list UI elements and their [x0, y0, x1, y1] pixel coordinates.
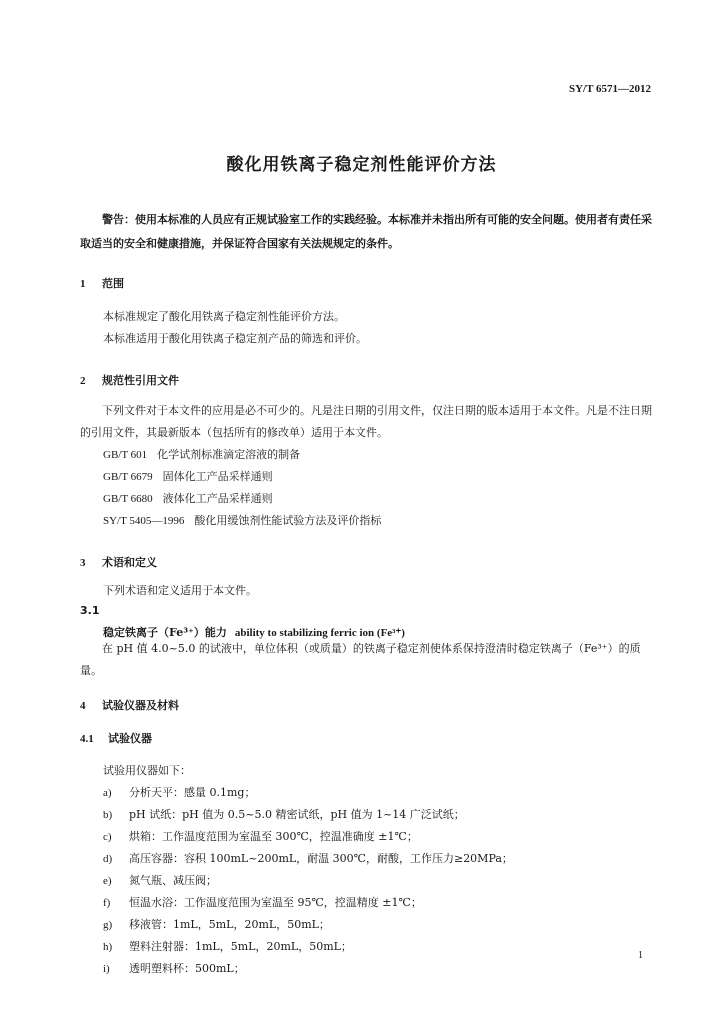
list-label: b): [103, 809, 113, 821]
standard-code: SY/T 6571—2012: [568, 83, 651, 95]
reference-title: 固体化工产品采样通则: [162, 470, 273, 483]
list-item: [103, 916, 330, 932]
document-title: 酸化用铁离子稳定剂性能评价方法: [226, 155, 497, 175]
list-label: d): [103, 853, 113, 865]
normative-references-paragraph: 下列文件对于本文件的应用是必不可少的。凡是注日期的引用文件，仅注日期的版本适用于本文件。凡是不注日期的引用文件，其最新版本（包括所有的修改单）适用于本文件。: [80, 404, 652, 439]
reference-item: [103, 446, 300, 462]
terms-intro: 下列术语和定义适用于本文件。: [103, 584, 257, 597]
section-number: 1: [80, 278, 86, 290]
reference-title: 化学试剂标准滴定溶液的制备: [157, 448, 301, 461]
list-text: 恒温水浴：工作温度范围为室温至 95℃，控温精度 ±1℃；: [129, 896, 422, 909]
subsection-number: 3.1: [80, 604, 100, 617]
list-item: [103, 806, 465, 822]
list-text: 透明塑料杯：500mL；: [129, 962, 245, 975]
section-1-heading: [80, 275, 124, 291]
list-item: [103, 960, 245, 976]
reference-item: [103, 468, 273, 484]
section-number: 4: [80, 700, 86, 712]
list-text: 烘箱：工作温度范围为室温至 300℃，控温准确度 ±1℃；: [129, 830, 418, 843]
reference-title: 液体化工产品采样通则: [162, 492, 273, 505]
scope-line: 本标准适用于酸化用铁离子稳定剂产品的筛选和评价。: [103, 332, 367, 345]
list-item: [103, 784, 255, 800]
list-label: f): [103, 897, 111, 909]
reference-item: [103, 490, 273, 506]
section-2-heading: [80, 372, 179, 388]
list-text: 高压容器：容积 100mL~200mL，耐温 300℃，耐酸，工作压力≥20MPa；: [129, 852, 513, 865]
reference-item: [103, 512, 381, 528]
list-text: 塑料注射器：1mL，5mL，20mL，50mL；: [129, 940, 352, 953]
reference-code: SY/T 5405—1996: [103, 515, 185, 527]
list-label: c): [103, 831, 112, 843]
list-text: 分析天平：感量 0.1mg；: [129, 786, 256, 799]
list-label: a): [103, 787, 112, 799]
reference-code: GB/T 601: [103, 449, 148, 461]
section-title: 术语和定义: [102, 556, 157, 569]
instruments-intro: 试验用仪器如下：: [103, 764, 191, 777]
term-chinese: 稳定铁离子（Fe³⁺）能力: [103, 626, 227, 639]
section-number: 2: [80, 375, 86, 387]
list-label: i): [103, 963, 110, 975]
section-title: 规范性引用文件: [102, 374, 179, 387]
page-number: 1: [638, 950, 643, 961]
warning-paragraph: 警告：使用本标准的人员应有正规试验室工作的实践经验。本标准并未指出所有可能的安全问题。使用者有责任采取适当的安全和健康措施，并保证符合国家有关法规规定的条件。: [80, 213, 652, 250]
subsection-number: 4.1: [80, 733, 94, 745]
term-definition: 在 pH 值 4.0~5.0 的试液中，单位体积（或质量）的铁离子稳定剂使体系保持澄清时稳定铁离子（Fe³⁺）的质量。: [80, 642, 641, 677]
reference-code: GB/T 6679: [103, 471, 153, 483]
list-text: pH 试纸：pH 值为 0.5~5.0 精密试纸，pH 值为 1~14 广泛试纸；: [129, 808, 465, 821]
subsection-4-1-heading: [80, 730, 152, 746]
list-item: [103, 894, 422, 910]
list-text: 氮气瓶、减压阀；: [129, 874, 217, 887]
reference-title: 酸化用缓蚀剂性能试验方法及评价指标: [194, 514, 382, 527]
list-item: [103, 828, 418, 844]
section-title: 范围: [102, 277, 124, 290]
list-label: g): [103, 919, 113, 931]
scope-line: 本标准规定了酸化用铁离子稳定剂性能评价方法。: [103, 310, 345, 323]
list-label: h): [103, 941, 113, 953]
term-english: ability to stabilizing ferric ion (Fe³⁺): [234, 627, 405, 639]
section-3-heading: [80, 554, 157, 570]
subsection-title: 试验仪器: [108, 732, 152, 745]
reference-code: GB/T 6680: [103, 493, 153, 505]
section-number: 3: [80, 557, 86, 569]
section-4-heading: [80, 697, 179, 713]
section-title: 试验仪器及材料: [102, 699, 179, 712]
list-item: [103, 938, 352, 954]
list-label: e): [103, 875, 112, 887]
list-text: 移液管：1mL，5mL，20mL，50mL；: [129, 918, 330, 931]
list-item: [103, 872, 217, 888]
list-item: [103, 850, 513, 866]
